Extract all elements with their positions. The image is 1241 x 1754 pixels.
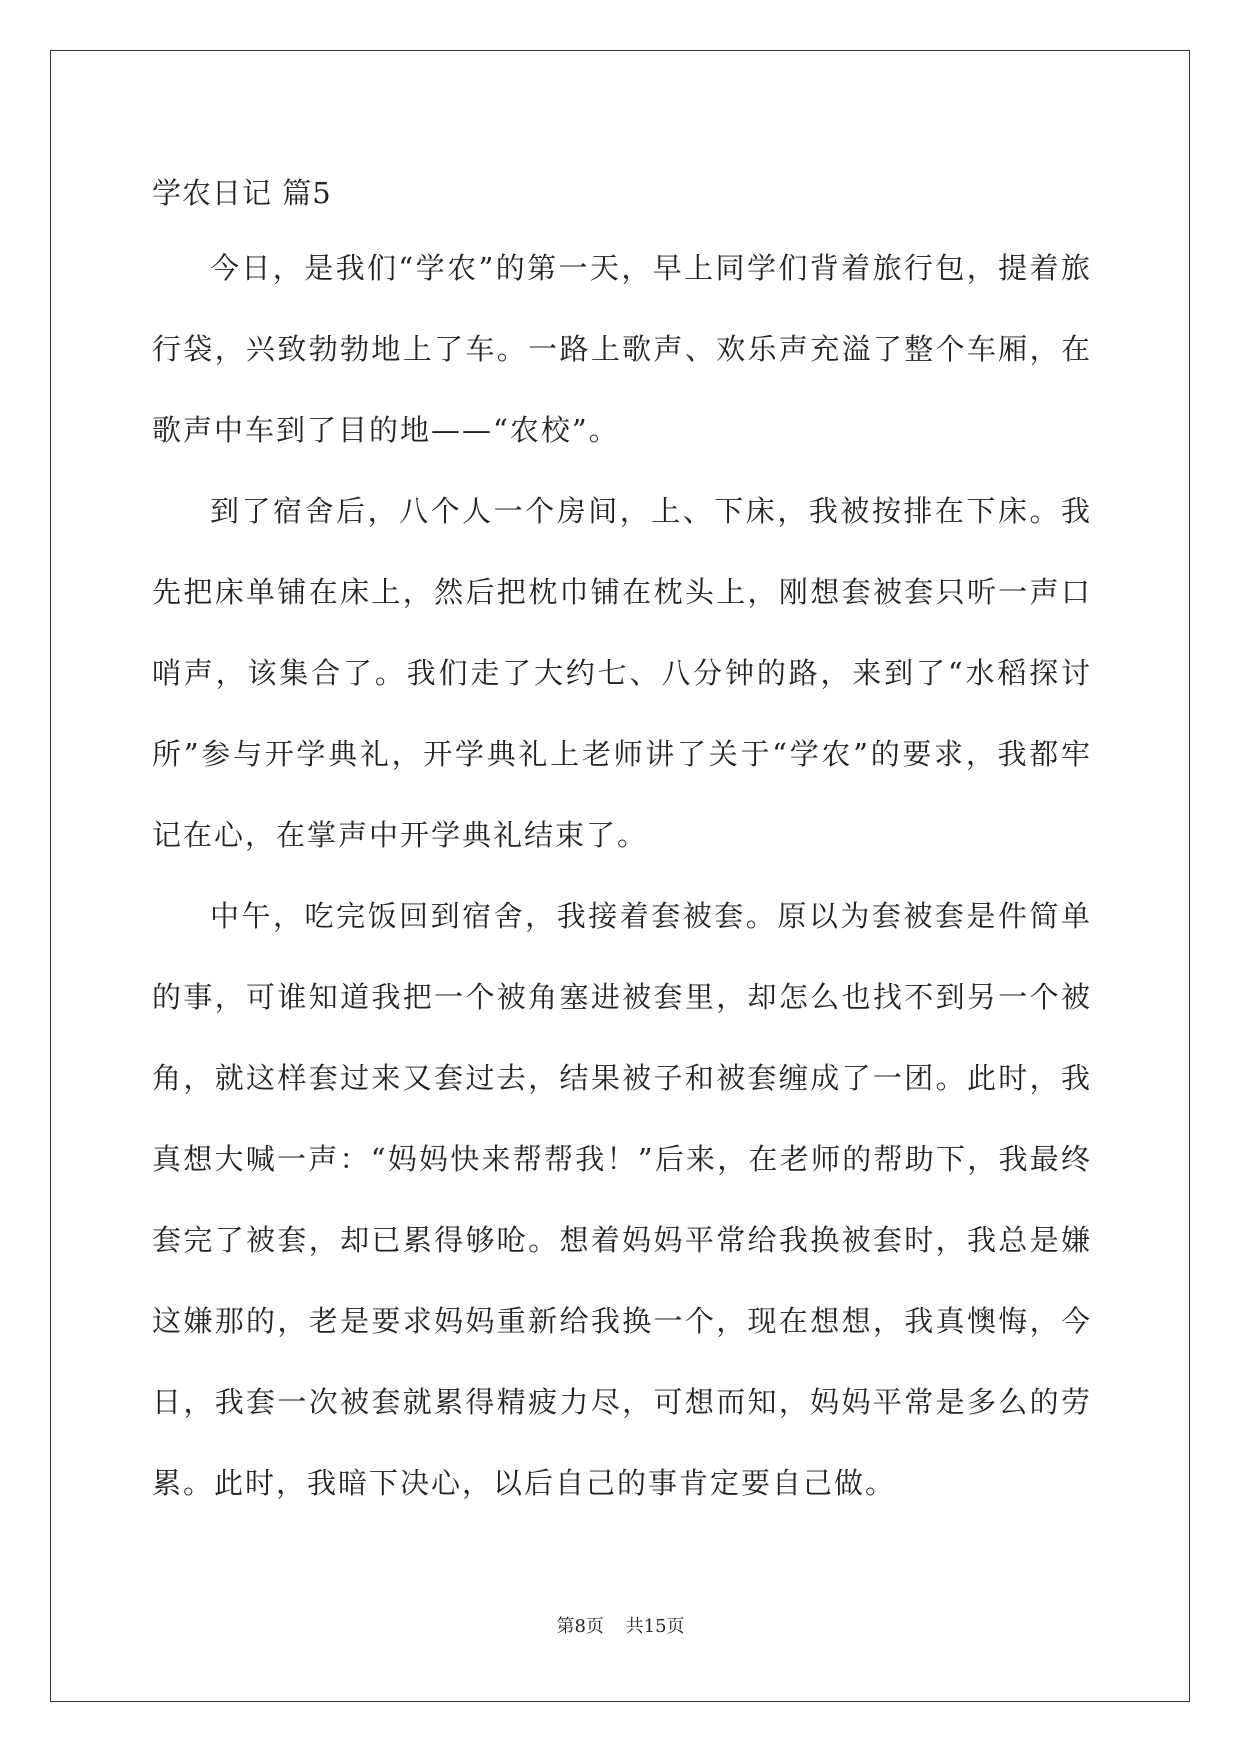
- document-title: 学农日记 篇5: [152, 176, 332, 210]
- page-number-current: 第8页: [556, 1616, 604, 1637]
- paragraph-3: 中午，吃完饭回到宿舍，我接着套被套。原以为套被套是件简单的事，可谁知道我把一个被角塞进被套里，却怎么也找不到另一个被角，就这样套过来又套过去，结果被子和被套缠成了一团。此时，我真想大喊一声：“妈妈快来帮帮我！”后来，在老师的帮助下，我最终套完了被套，却已累得够呛。想着妈妈平常给我换被套时，我总是嫌这嫌那的，老是要求妈妈重新给我换一个，现在想想，我真懊悔，今日，我套一次被套就累得精疲力尽，可想而知，妈妈平常是多么的劳累。此时，我暗下决心，以后自己的事肯定要自己做。: [152, 899, 1092, 1500]
- document-body: [152, 158, 1092, 1524]
- paragraph-2: 到了宿舍后，八个人一个房间，上、下床，我被按排在下床。我先把床单铺在床上，然后把枕巾铺在枕头上，刚想套被套只听一声口哨声，该集合了。我们走了大约七、八分钟的路，来到了“水稻探讨所”参与开学典礼，开学典礼上老师讲了关于“学农”的要求，我都牢记在心，在掌声中开学典礼结束了。: [152, 494, 1092, 852]
- paragraph-1: 今日，是我们“学农”的第一天，早上同学们背着旅行包，提着旅行袋，兴致勃勃地上了车。一路上歌声、欢乐声充溢了整个车厢，在歌声中车到了目的地——“农校”。: [152, 251, 1092, 447]
- page-number-total: 共15页: [625, 1616, 685, 1637]
- page-footer: [0, 1612, 1241, 1638]
